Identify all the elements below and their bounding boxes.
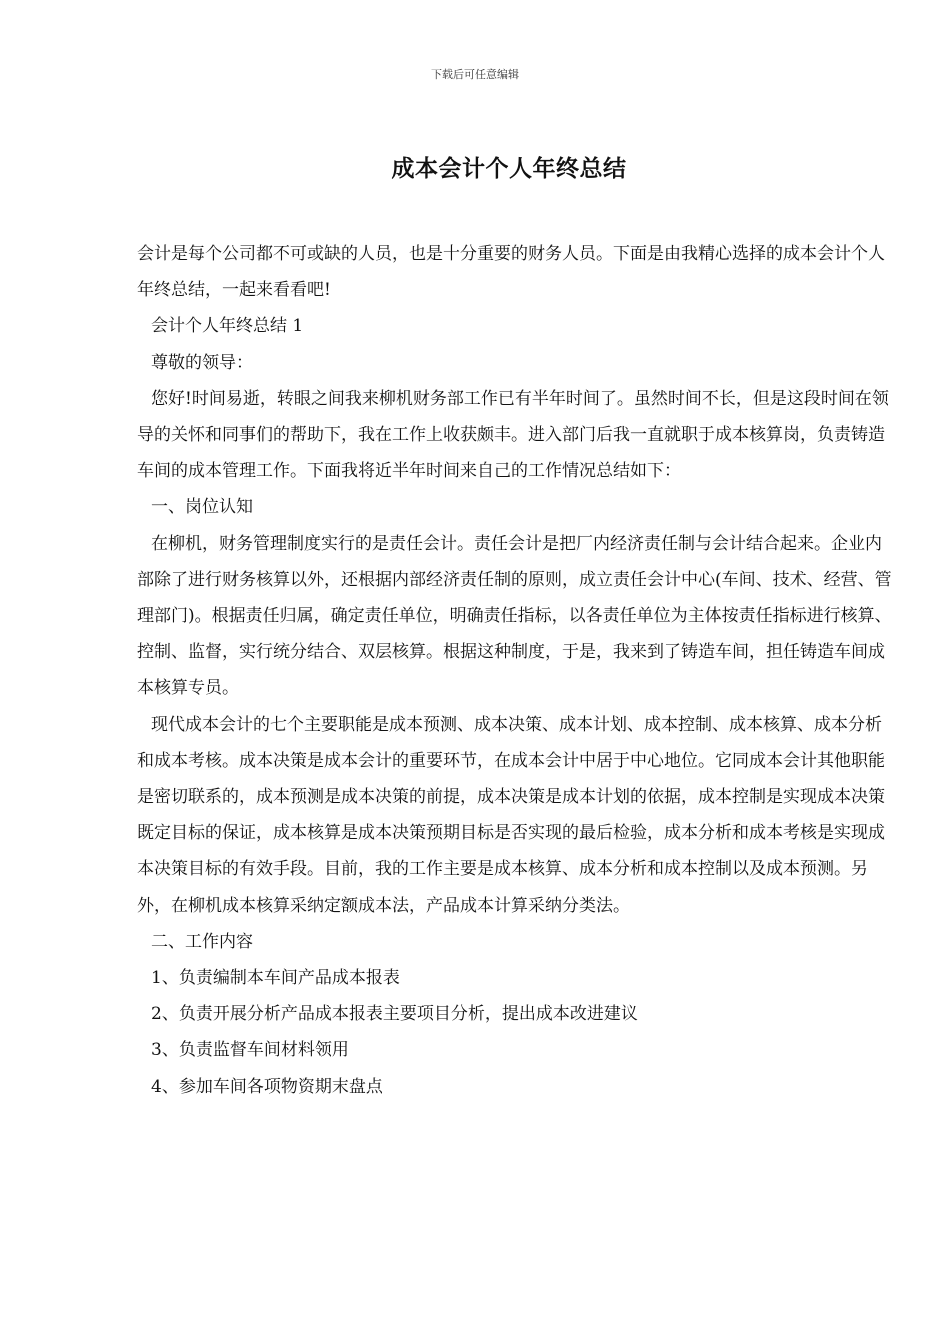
salutation: 尊敬的领导： [151,352,253,373]
section-heading: 二、工作内容 [151,931,253,952]
body-paragraph: 现代成本会计的七个主要职能是成本预测、成本决策、成本计划、成本控制、成本核算、成本分析和成本考核。成本决策是成本会计的重要环节，在成本会计中居于中心地位。它同成本会计其他职能是密切联系的，成本预测是成本决策的前提，成本决策是成本计划的依据，成本控制是实现成本决策既定目标的保证，成本核算是成本决策预期目标是否实现的最后检验，成本分析和成本考核是实现成本决策目标的有效手段。目前，我的工作主要是成本核算、成本分析和成本控制以及成本预测。另外，在柳机成本核算采纳定额成本法，产品成本计算采纳分类法。 [137,714,885,916]
list-item: 1、负责编制本车间产品成本报表 [151,968,400,989]
body-paragraph: 在柳机，财务管理制度实行的是责任会计。责任会计是把厂内经济责任制与会计结合起来。企业内部除了进行财务核算以外，还根据内部经济责任制的原则，成立责任会计中心(车间、技术、经营、管理部门)。根据责任归属，确定责任单位，明确责任指标，以各责任单位为主体按责任指标进行核算、控制、监督，实行统分结合、双层核算。根据这种制度，于是，我来到了铸造车间，担任铸造车间成本核算专员。 [137,533,892,699]
body-paragraph: 您好!时间易逝，转眼之间我来柳机财务部工作已有半年时间了。虽然时间不长，但是这段时间在领导的关怀和同事们的帮助下，我在工作上收获颇丰。进入部门后我一直就职于成本核算岗，负责铸造车间的成本管理工作。下面我将近半年时间来自己的工作情况总结如下： [137,388,889,482]
page-header-note: 下载后可任意编辑 [431,68,519,81]
document-title: 成本会计个人年终总结 [391,156,627,182]
list-item: 2、负责开展分析产品成本报表主要项目分析，提出成本改进建议 [151,1004,638,1025]
section-heading: 会计个人年终总结 1 [151,316,304,337]
intro-paragraph: 会计是每个公司都不可或缺的人员，也是十分重要的财务人员。下面是由我精心选择的成本会计个人年终总结，一起来看看吧! [137,244,885,301]
list-item: 4、参加车间各项物资期末盘点 [151,1076,383,1097]
document-body [137,236,897,1105]
section-heading: 一、岗位认知 [151,497,253,518]
list-item: 3、负责监督车间材料领用 [151,1040,349,1061]
